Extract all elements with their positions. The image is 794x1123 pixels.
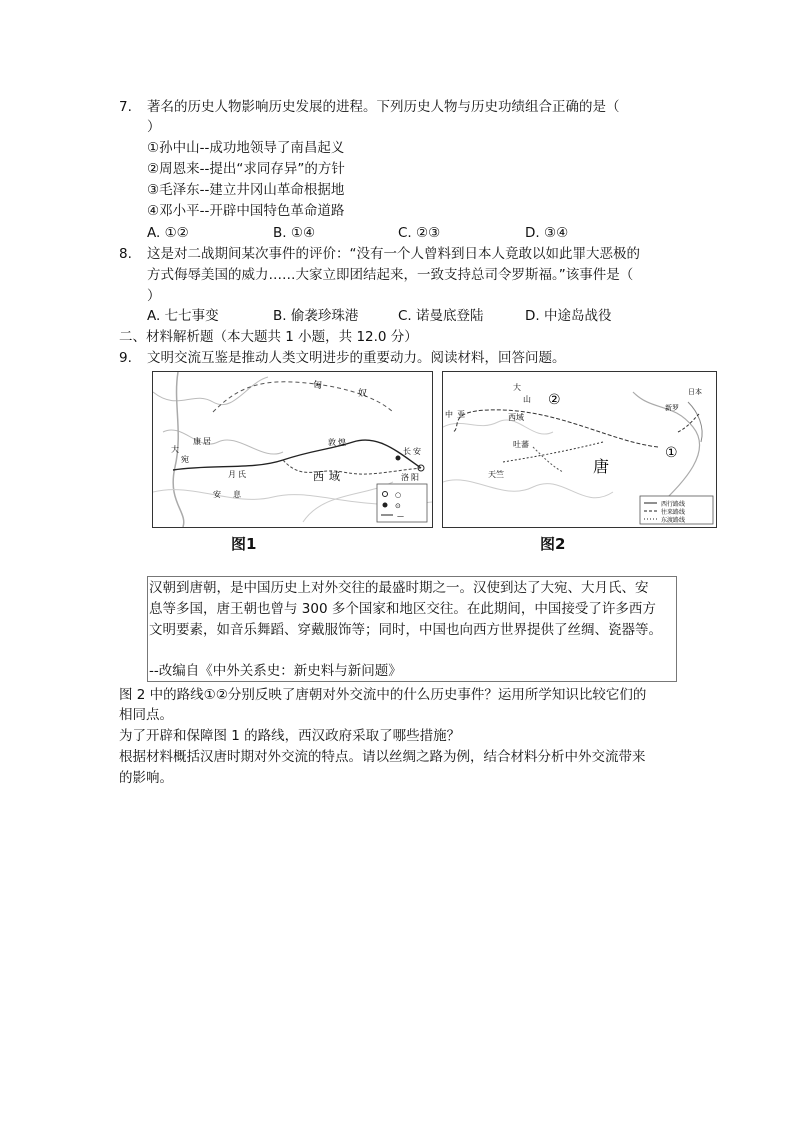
map1-label: 月 xyxy=(228,470,236,479)
map2-label: 中 xyxy=(445,410,453,419)
question-7-option-c[interactable]: C. ②③ xyxy=(398,225,441,241)
question-7-number: 7. xyxy=(119,99,132,115)
figure-1-han-silk-road-map xyxy=(152,371,433,528)
question-7-item-3: ③毛泽东--建立井冈山革命根据地 xyxy=(147,182,345,198)
map1-label: 匈 xyxy=(313,381,323,391)
map2-label: 西域 xyxy=(508,413,524,422)
map2-legend: 西行路线 xyxy=(661,501,686,508)
map1-label: 西 xyxy=(313,470,324,483)
map1-label: ⊙ xyxy=(395,502,401,510)
material-line-1: 汉朝到唐朝，是中国历史上对外交往的最盛时期之一。汉使到达了大宛、大月氏、安 xyxy=(149,580,649,596)
map1-label: 安 xyxy=(213,490,221,499)
question-8-option-d[interactable]: D. 中途岛战役 xyxy=(525,308,612,324)
question-8-stem-line-1: 这是对二战期间某次事件的评价：“没有一个人曾料到日本人竟敢以如此罪大恶极的 xyxy=(147,246,640,262)
map2-label: ② xyxy=(548,392,561,408)
map2-label: 亚 xyxy=(457,410,465,419)
material-source: --改编自《中外关系史：新史料与新问题》 xyxy=(149,663,402,679)
map1-label: 奴 xyxy=(358,389,368,399)
map1-label: 安 xyxy=(413,447,421,456)
question-8-option-c[interactable]: C. 诺曼底登陆 xyxy=(398,308,484,324)
question-9-sub-2: 为了开辟和保障图 1 的路线，西汉政府采取了哪些措施？ xyxy=(119,728,461,744)
map2-legend: 东渡路线 xyxy=(661,517,686,524)
map2-label: 唐 xyxy=(593,457,610,476)
material-line-2: 息等多国，唐王朝也曾与 300 多个国家和地区交往。在此期间，中国接受了许多西方 xyxy=(149,601,656,617)
map1-label: 长 xyxy=(403,447,411,456)
question-8-option-b[interactable]: B. 偷袭珍珠港 xyxy=(273,308,359,324)
map2-legend: 往来路线 xyxy=(661,509,686,516)
question-7-item-4: ④邓小平--开辟中国特色革命道路 xyxy=(147,203,345,219)
question-8-stem-close: ） xyxy=(147,288,161,304)
figure-1-caption: 图1 xyxy=(231,535,257,553)
map2-label: 山 xyxy=(523,395,531,404)
question-8-stem-line-2: 方式侮辱美国的威力……大家立即团结起来，一致支持总司令罗斯福。”该事件是（ xyxy=(147,267,634,283)
map1-label: 息 xyxy=(233,490,241,499)
section-2-heading: 二、材料解析题（本大题共 1 小题，共 12.0 分） xyxy=(119,329,418,345)
question-7-item-2: ②周恩来--提出“求同存异”的方针 xyxy=(147,161,345,177)
question-7-option-d[interactable]: D. ③④ xyxy=(525,225,569,241)
map2-label: 吐蕃 xyxy=(513,440,529,449)
question-8-option-a[interactable]: A. 七七事变 xyxy=(147,308,219,324)
question-9-intro: 文明交流互鉴是推动人类文明进步的重要动力。阅读材料，回答问题。 xyxy=(147,350,566,366)
map1-label: ○ xyxy=(395,491,402,499)
question-7-option-a[interactable]: A. ①② xyxy=(147,225,189,241)
question-9-sub-1-line-2: 相同点。 xyxy=(119,707,173,723)
figure-2-caption: 图2 xyxy=(540,535,566,553)
question-9-sub-3-line-1: 根据材料概括汉唐时期对外交流的特点。请以丝绸之路为例，结合材料分析中外交流带来 xyxy=(119,749,646,765)
map1-label: 洛 xyxy=(401,473,409,482)
map1-label: 宛 xyxy=(181,455,189,464)
question-7-option-b[interactable]: B. ①④ xyxy=(273,225,316,241)
map1-label: 阳 xyxy=(411,473,419,482)
material-line-3: 文明要素，如音乐舞蹈、穿戴服饰等；同时，中国也向西方世界提供了丝绸、瓷器等。 xyxy=(149,622,662,638)
question-7-stem-close: ） xyxy=(147,119,161,135)
figure-2-tang-exchange-map xyxy=(442,371,717,528)
map1-label: 康 xyxy=(193,437,201,446)
map1-label: 居 xyxy=(203,437,211,446)
question-8-number: 8. xyxy=(119,246,132,262)
map2-label: 大 xyxy=(513,383,521,392)
map1-label: 敦 xyxy=(328,438,336,447)
map1-label: 大 xyxy=(171,445,179,454)
question-9-number: 9. xyxy=(119,350,132,366)
map1-label: — xyxy=(397,512,404,520)
question-7-stem: 著名的历史人物影响历史发展的进程。下列历史人物与历史功绩组合正确的是（ xyxy=(147,99,620,115)
question-7-item-1: ①孙中山--成功地领导了南昌起义 xyxy=(147,140,345,156)
map2-label: 天竺 xyxy=(488,470,504,479)
map1-label: 氏 xyxy=(238,470,246,479)
question-9-sub-3-line-2: 的影响。 xyxy=(119,770,173,786)
map2-label: 日本 xyxy=(688,388,702,396)
map1-label: 域 xyxy=(329,470,340,483)
map1-label: 煌 xyxy=(338,438,346,447)
map2-label: ① xyxy=(665,445,678,461)
map2-label: 新罗 xyxy=(665,404,679,412)
question-9-sub-1-line-1: 图 2 中的路线①②分别反映了唐朝对外交流中的什么历史事件？运用所学知识比较它们的 xyxy=(119,687,647,703)
